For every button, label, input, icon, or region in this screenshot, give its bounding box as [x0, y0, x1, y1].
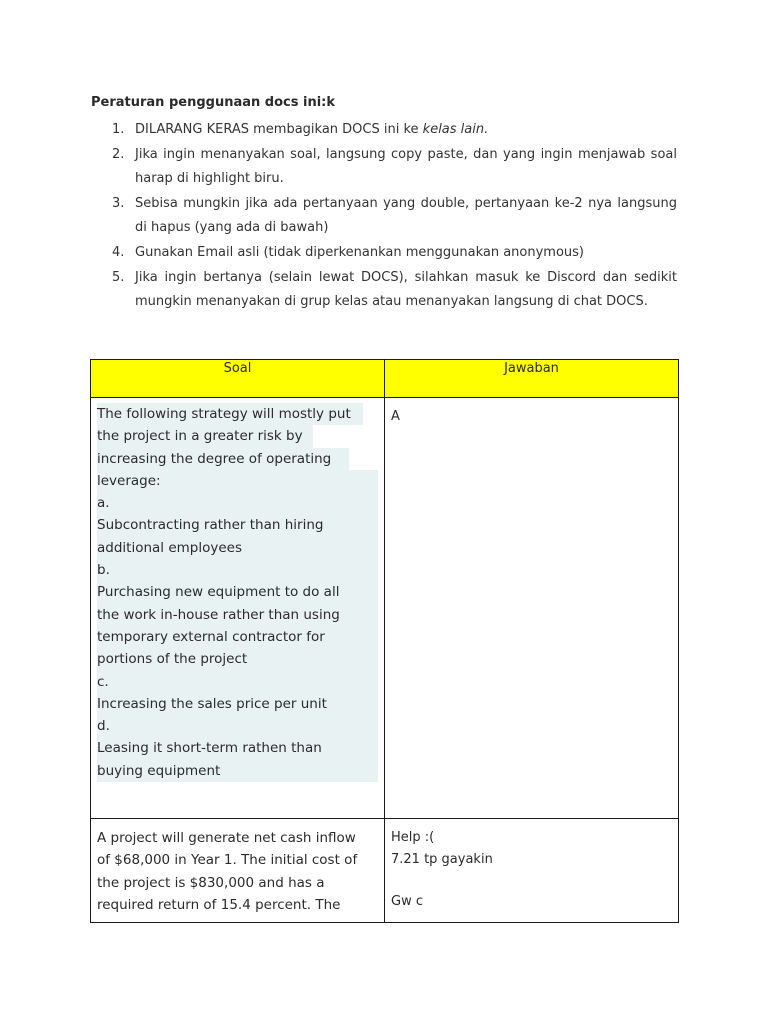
rule-text	[135, 118, 677, 143]
question-line: required return of 15.4 percent. The	[97, 896, 341, 913]
question-line: d.	[97, 715, 378, 737]
rule-text: Jika ingin bertanya (selain lewat DOCS), silahkan masuk ke Discord dan sedikit mungkin menanyakan di grup kelas atau menanyakan langsung di chat DOCS.	[135, 269, 677, 310]
question-line: Purchasing new equipment to do all	[97, 581, 378, 603]
rule-item	[91, 241, 677, 266]
rule-item	[91, 266, 677, 315]
table-header-row	[91, 360, 679, 398]
question-line: leverage:	[97, 470, 378, 492]
rule-text: Jika ingin menanyakan soal, langsung copy paste, dan yang ingin menjawab soal harap di highlight biru.	[135, 146, 677, 187]
rule-text: Gunakan Email asli (tidak diperkenankan menggunakan anonymous)	[135, 244, 584, 260]
question-line: Subcontracting rather than hiring	[97, 514, 378, 536]
question-line: c.	[97, 671, 378, 693]
qa-table	[90, 359, 679, 923]
header-soal: Soal	[91, 360, 385, 398]
answer-blank-line	[391, 870, 672, 891]
question-line: additional employees	[97, 537, 378, 559]
rule-number: 3.	[112, 195, 125, 211]
question-line: Leasing it short-term rathen than	[97, 737, 378, 759]
page-title: Peraturan penggunaan docs ini:k	[91, 95, 336, 110]
answer-cell[interactable]	[385, 819, 679, 923]
question-cell[interactable]	[91, 819, 385, 923]
rules-list	[91, 118, 677, 315]
question-cell[interactable]	[91, 398, 385, 819]
question-line: Increasing the sales price per unit	[97, 693, 378, 715]
rule-number: 1.	[112, 122, 125, 137]
rule-item	[91, 143, 677, 192]
header-jawaban: Jawaban	[385, 360, 679, 398]
rule-item	[91, 118, 677, 143]
answer-line: 7.21 tp gayakin	[391, 851, 493, 867]
question-line: The following strategy will mostly put	[97, 403, 363, 425]
question-line: the project is $830,000 and has a	[97, 874, 325, 891]
question-line: the project in a greater risk by	[97, 425, 313, 447]
question-line: the work in-house rather than using	[97, 604, 378, 626]
question-line: b.	[97, 559, 378, 581]
question-line: of $68,000 in Year 1. The initial cost of	[97, 852, 358, 869]
rule-number: 4.	[112, 244, 125, 260]
rule-item	[91, 192, 677, 241]
rule-number: 5.	[112, 269, 125, 285]
question-line: A project will generate net cash inflow	[97, 830, 356, 846]
rule-text-plain: DILARANG KERAS membagikan DOCS ini ke	[135, 122, 423, 137]
answer-line: Gw c	[391, 894, 423, 909]
rule-number: 2.	[112, 146, 125, 162]
rule-text-italic: kelas lain.	[422, 122, 489, 137]
question-line: increasing the degree of operating	[97, 448, 349, 470]
question-line: buying equipment	[97, 760, 378, 782]
question-line: temporary external contractor for	[97, 626, 378, 648]
question-line: portions of the project	[97, 648, 378, 670]
answer-cell[interactable]	[385, 398, 679, 819]
answer-line: A	[391, 409, 400, 424]
table-row	[91, 398, 679, 819]
table-row	[91, 819, 679, 923]
answer-line: Help :(	[391, 830, 435, 845]
question-line: a.	[97, 492, 378, 514]
rule-text: Sebisa mungkin jika ada pertanyaan yang double, pertanyaan ke-2 nya langsung di hapus (yang ada di bawah)	[135, 195, 677, 236]
